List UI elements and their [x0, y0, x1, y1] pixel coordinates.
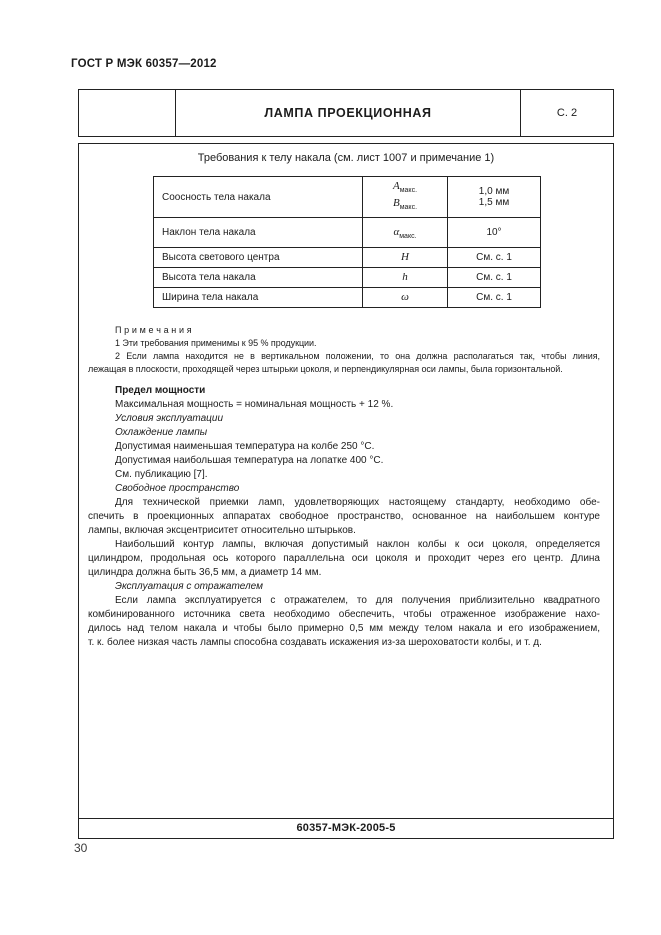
- row-symbol: [363, 177, 448, 218]
- value-line: 10°: [486, 226, 502, 238]
- paragraph: [88, 580, 600, 594]
- value-line: См. с. 1: [476, 251, 512, 263]
- value-line: См. с. 1: [476, 291, 512, 303]
- value-line: См. с. 1: [476, 271, 512, 283]
- text-line: 1 Эти требования применимы к 95 % продукции.: [115, 337, 317, 348]
- page-number: 30: [74, 841, 88, 855]
- table-row: [154, 267, 541, 287]
- value-line: 1,5 мм: [478, 197, 510, 209]
- notes-items: [88, 337, 600, 376]
- notes-heading: П р и м е ч а н и я: [115, 324, 192, 335]
- row-symbol: [363, 218, 448, 247]
- sheet-header-empty-cell: [79, 90, 176, 136]
- row-symbol: [363, 287, 448, 307]
- symbol: $\alpha_{макс.}$: [393, 226, 417, 241]
- symbol: ω: [401, 290, 409, 303]
- text-line: Для технической приемки ламп, удовлетворяющих настоящему стандарту, необходимо обе-: [115, 496, 600, 508]
- row-value: [448, 267, 541, 287]
- table-row: [154, 218, 541, 247]
- table-row: [154, 177, 541, 218]
- value-line: 1,0 мм: [478, 186, 510, 198]
- paragraph: [88, 538, 600, 580]
- text-line: Наибольший контур лампы, включая допустимый наклон колбы к оси цоколя, определяется: [115, 538, 600, 550]
- row-value: [448, 287, 541, 307]
- row-label: Соосность тела накала: [154, 177, 363, 218]
- text-line: дилось над телом накала и чтобы было примерно 0,5 мм между телом накала и его изображением,: [88, 622, 600, 634]
- sheet-subtitle: Требования к телу накала (см. лист 1007 и примечание 1): [197, 152, 495, 164]
- row-value: [448, 247, 541, 267]
- text-line: Максимальная мощность = номинальная мощность + 12 %.: [115, 398, 394, 410]
- symbol: $A_{макс.}$: [392, 180, 418, 195]
- symbol: h: [402, 270, 408, 283]
- row-label: Ширина тела накала: [154, 287, 363, 307]
- sheet-title: ЛАМПА ПРОЕКЦИОННАЯ: [264, 106, 432, 120]
- paragraph: [88, 384, 600, 398]
- sheet-footer-code: 60357-МЭК-2005-5: [78, 818, 614, 839]
- text-line: См. публикацию [7].: [115, 468, 208, 480]
- symbol: $B_{макс.}$: [392, 197, 418, 212]
- paragraph: [88, 482, 600, 496]
- text-line: Допустимая наибольшая температура на лопатке 400 °С.: [115, 454, 384, 466]
- paragraph: [88, 468, 600, 482]
- row-symbol: [363, 267, 448, 287]
- text-line: Эксплуатация с отражателем: [115, 580, 263, 592]
- paragraph: [88, 426, 600, 440]
- row-label: Высота тела накала: [154, 267, 363, 287]
- paragraph: [88, 496, 600, 538]
- row-label: Высота светового центра: [154, 247, 363, 267]
- row-value: [448, 177, 541, 218]
- text-line: Предел мощности: [115, 384, 206, 396]
- row-symbol: [363, 247, 448, 267]
- paragraph: [88, 350, 600, 376]
- paragraph: [88, 398, 600, 412]
- text-line: Допустимая наименьшая температура на колбе 250 °С.: [115, 440, 375, 452]
- sheet-page-ref: С. 2: [520, 90, 613, 136]
- text-line: 2 Если лампа находится не в вертикальном положении, то она должна располагаться так, чтобы линия,: [115, 350, 600, 361]
- symbol: H: [401, 250, 409, 263]
- paragraph: [88, 337, 600, 350]
- text-line: цилиндра должна быть 36,5 мм, а диаметр 14 мм.: [88, 566, 322, 578]
- paragraph: [88, 412, 600, 426]
- requirements-table: [153, 176, 541, 308]
- text-line: лампы, включая эксцентриситет относительно штырьков.: [88, 524, 356, 536]
- row-label: Наклон тела накала: [154, 218, 363, 247]
- paragraph: [88, 440, 600, 454]
- text-line: Охлаждение лампы: [115, 426, 208, 438]
- text-line: Условия эксплуатации: [115, 412, 224, 424]
- text-line: Свободное пространство: [115, 482, 240, 494]
- text-line: комбинированного источника света необходимо обеспечить, чтобы отраженное изображение нахо-: [88, 608, 600, 620]
- table-row: [154, 287, 541, 307]
- paragraph: [88, 594, 600, 650]
- text-line: цилиндром, продольная ось которого параллельна оси цоколя и проходит через его центр. Длина: [88, 552, 600, 564]
- sheet-header: [78, 89, 614, 137]
- body-text: [88, 384, 600, 650]
- text-line: лежащая в плоскости, проходящей через штырьки цоколя, и перпендикулярная оси лампы, была горизонтальной.: [88, 363, 563, 374]
- text-line: спечить в проекционных аппаратах свободное пространство, основанное на наибольшем контуре: [88, 510, 600, 522]
- sheet-body: [78, 143, 614, 819]
- notes-section: [88, 324, 600, 376]
- paragraph: [88, 454, 600, 468]
- standard-number: ГОСТ Р МЭК 60357—2012: [71, 58, 217, 70]
- row-value: [448, 218, 541, 247]
- table-row: [154, 247, 541, 267]
- text-line: т. к. более низкая часть лампы способна создавать искажения из-за шероховатости колбы, и т. д.: [88, 636, 542, 648]
- text-line: Если лампа эксплуатируется с отражателем, то для получения приблизительно квадратного: [115, 594, 600, 606]
